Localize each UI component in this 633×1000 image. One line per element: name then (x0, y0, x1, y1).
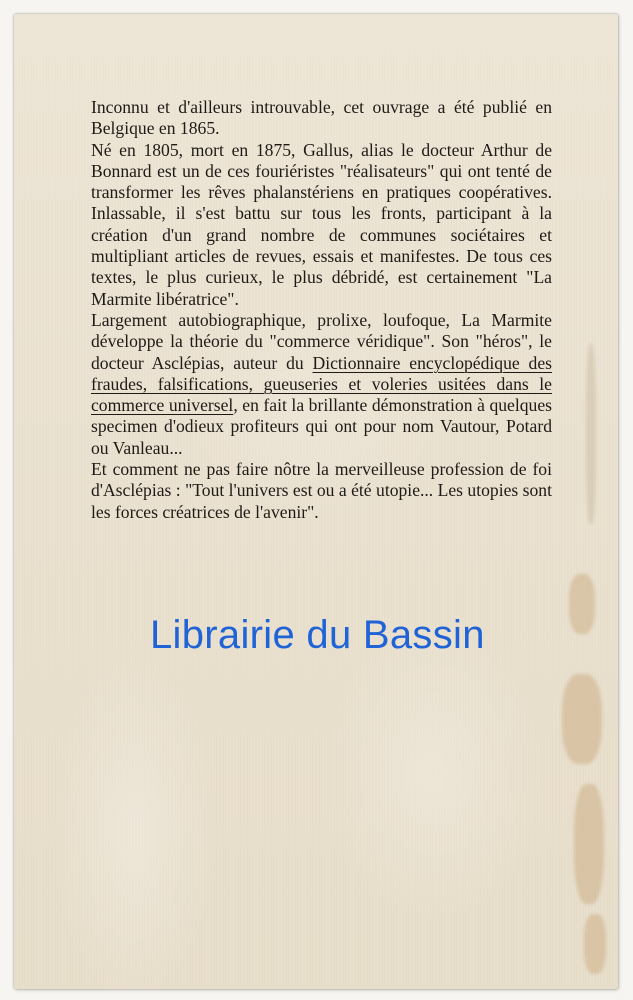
blurb-paragraph-3-end: , en fait la brillante démonstration à quelques specimen d'odieux profiteurs qui ont pour nom Vautour, Potard ou Vanleau... (91, 395, 552, 458)
stain (569, 574, 595, 634)
bookseller-watermark: Librairie du Bassin (150, 613, 485, 657)
blurb-paragraph-1: Inconnu et d'ailleurs introuvable, cet ouvrage a été publié en Belgique en 1865. (91, 97, 552, 139)
book-title-underlined: Dictionnaire encyclopédique des fraudes, falsifications, gueuseries et voleries usitées dans le commerce universel (91, 352, 552, 416)
blurb-paragraph-3-intro: Largement autobiographique, prolixe, loufoque, La Marmite développe la théorie du "commerce véridique". Son "héros", le docteur Asclépias, auteur du (91, 309, 552, 373)
stain (562, 674, 602, 764)
stain (584, 914, 606, 974)
blurb-text (91, 97, 552, 523)
blurb-paragraph-4: Et comment ne pas faire nôtre la merveilleuse profession de foi d'Asclépias : "Tout l'univers est ou a été utopie... Les utopies sont les forces créatrices de l'avenir". (91, 459, 552, 522)
stain (574, 784, 604, 904)
blurb-paragraph-2: Né en 1805, mort en 1875, Gallus, alias le docteur Arthur de Bonnard est un de ces fouriéristes "réalisateurs" qui ont tenté de transformer les rêves phalanstériens en pratiques coopératives. Inlassable, il s'est battu sur tous les fronts, participant à la création d'un grand nombre de communes sociétaires et multipliant articles de revues, essais et manifestes. De tous ces textes, le plus curieux, le plus débridé, est certainement "La Marmite libératrice". (91, 139, 552, 309)
stain (586, 344, 596, 524)
blurb-paragraph-3 (91, 310, 552, 459)
